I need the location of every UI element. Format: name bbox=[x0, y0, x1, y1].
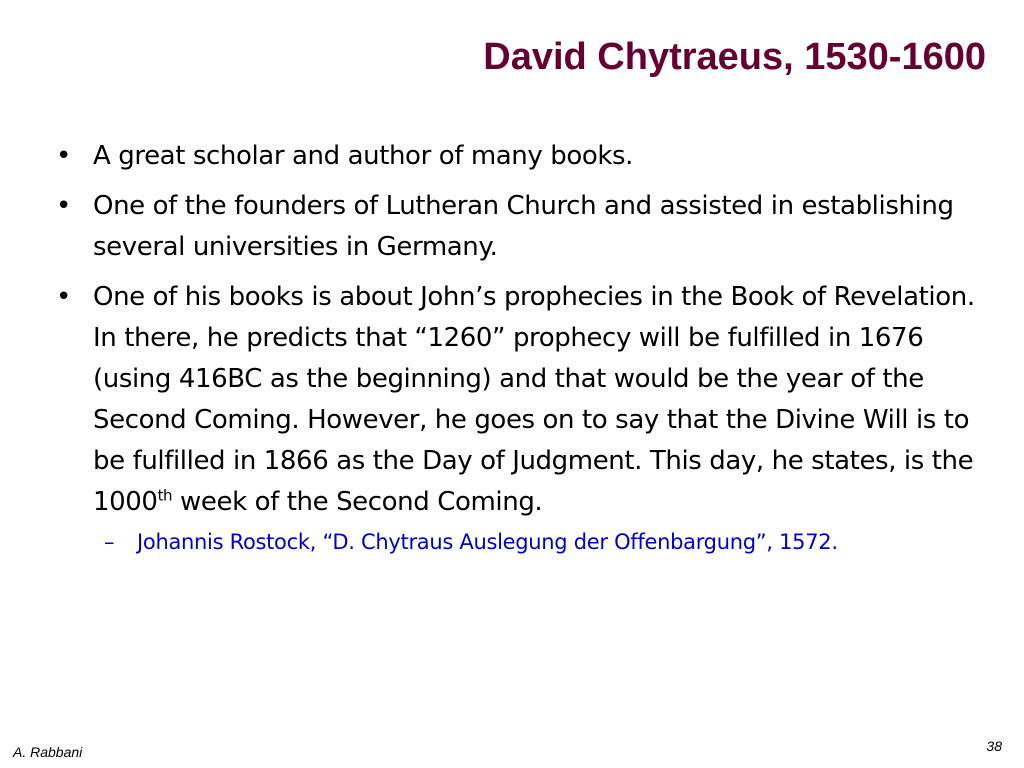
bullet-text-main: One of his books is about John’s prophecies in the Book of Revelation. In there, he predicts that “1260” prophecy will be fulfilled in 1676 (using 416BC as the beginning) and that would be the year of the Second Coming. However, he goes on to say that the Divine Will is to be fulfilled in 1866 as the Day of Judgment. This day, he states, is the 1000 bbox=[93, 282, 975, 517]
citation-sub-bullet bbox=[56, 526, 976, 558]
footer-author: A. Rabbani bbox=[13, 744, 83, 760]
bullet-list bbox=[56, 136, 976, 558]
bullet-item bbox=[56, 186, 976, 268]
bullet-marker: • bbox=[56, 141, 71, 171]
page-number: 38 bbox=[986, 738, 1002, 754]
bullet-marker: • bbox=[56, 191, 71, 221]
ordinal-superscript: th bbox=[157, 486, 173, 505]
citation-text: Johannis Rostock, “D. Chytraus Auslegung der Offenbargung”, 1572. bbox=[137, 530, 838, 554]
bullet-item bbox=[56, 277, 976, 523]
slide-title: David Chytraeus, 1530-1600 bbox=[483, 36, 986, 78]
sub-bullet-marker: – bbox=[104, 530, 115, 554]
bullet-item bbox=[56, 136, 976, 177]
bullet-text-tail: week of the Second Coming. bbox=[172, 487, 543, 517]
bullet-text bbox=[93, 277, 976, 523]
bullet-text: One of the founders of Lutheran Church and assisted in establishing several universities in Germany. bbox=[93, 191, 954, 262]
bullet-text: A great scholar and author of many books. bbox=[93, 141, 634, 171]
bullet-marker: • bbox=[56, 282, 71, 312]
